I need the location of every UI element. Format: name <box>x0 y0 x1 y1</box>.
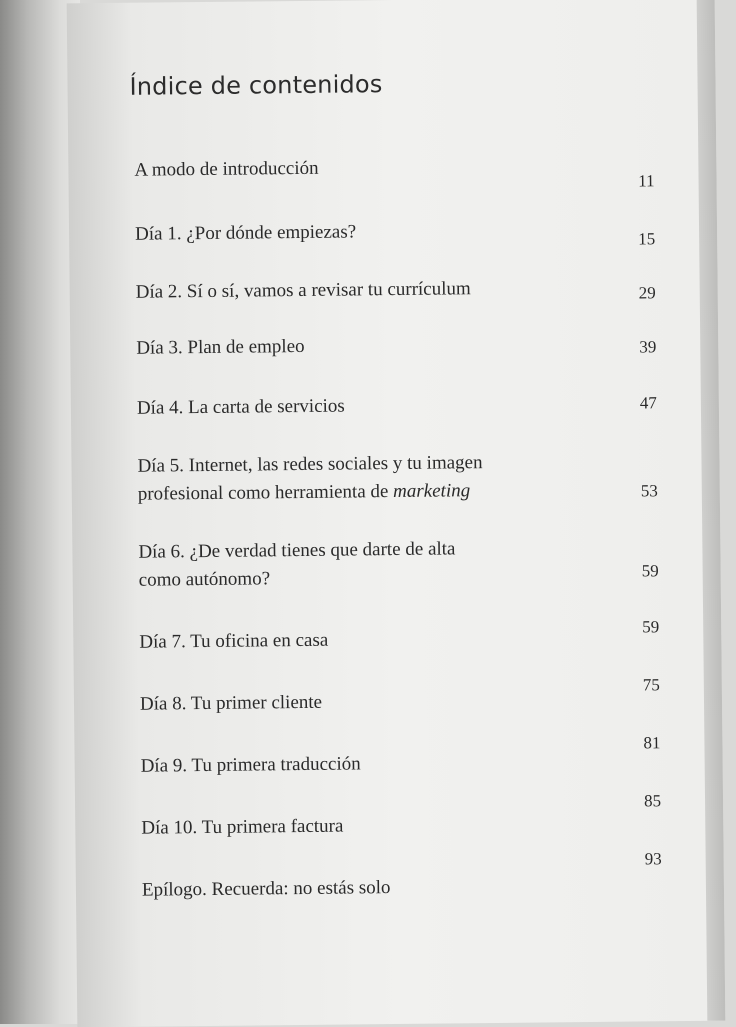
toc-entry-day-9 <box>140 733 661 780</box>
toc-entry-day-7 <box>139 617 660 656</box>
toc-entry-title: A modo de introducción <box>134 157 319 181</box>
page-edge <box>697 0 726 1021</box>
toc-entry-title-text: profesional como herramienta de <box>137 481 394 505</box>
toc-entry-title: Día 9. Tu primera traducción <box>140 753 361 777</box>
toc-entry-title: Día 2. Sí o sí, vamos a revisar tu currículum <box>135 278 471 303</box>
toc-entry-page: 59 <box>642 617 660 637</box>
toc-entry-title: Día 4. La carta de servicios <box>136 395 345 419</box>
toc-entry-title-line-2 <box>138 476 568 509</box>
toc-entry-page: 81 <box>643 733 661 753</box>
toc-entry-page: 53 <box>640 481 658 501</box>
page-title: Índice de contenidos <box>129 70 383 101</box>
toc-entry-title-line-1: Día 6. ¿De verdad tienes que darte de alta <box>138 538 456 563</box>
toc-entry-title: Día 3. Plan de empleo <box>136 335 305 359</box>
toc-entry-title-line-1: Día 5. Internet, las redes sociales y tu imagen <box>137 452 483 477</box>
toc-entry-intro <box>134 151 655 191</box>
toc-entry-day-4 <box>137 389 657 422</box>
toc-entry-day-2 <box>136 273 656 306</box>
toc-entry-epilogue <box>141 849 662 904</box>
toc-entry-title-line-2: como autónomo? <box>138 568 271 591</box>
toc-entry-day-1 <box>135 215 655 248</box>
toc-entry-day-3 <box>136 329 656 362</box>
toc-entry-day-5 <box>137 447 658 508</box>
toc-entry-page: 85 <box>643 791 662 811</box>
book-page <box>67 0 726 1027</box>
toc-entry-title: Día 10. Tu primera factura <box>141 815 344 839</box>
toc-entry-day-10 <box>141 791 662 842</box>
toc-entry-title: Epílogo. Recuerda: no estás solo <box>141 877 391 901</box>
toc-entry-page: 39 <box>639 337 657 357</box>
toc-entry-title: Día 8. Tu primer cliente <box>139 691 323 715</box>
toc-entry-title: Día 1. ¿Por dónde empiezas? <box>134 221 357 245</box>
toc-entry-page: 75 <box>642 675 660 695</box>
toc-entry-day-8 <box>139 675 660 718</box>
toc-entry-title: Día 7. Tu oficina en casa <box>139 629 329 653</box>
toc-entry-page: 29 <box>638 283 656 303</box>
toc-entry-page: 11 <box>638 171 655 191</box>
toc-entry-title-italic: marketing <box>393 480 471 503</box>
toc-entry-page: 93 <box>644 849 662 869</box>
toc-entry-page: 59 <box>641 561 659 581</box>
toc-entry-day-6 <box>138 533 659 594</box>
toc-entry-page: 15 <box>638 229 656 249</box>
toc-entry-page: 47 <box>639 393 657 413</box>
